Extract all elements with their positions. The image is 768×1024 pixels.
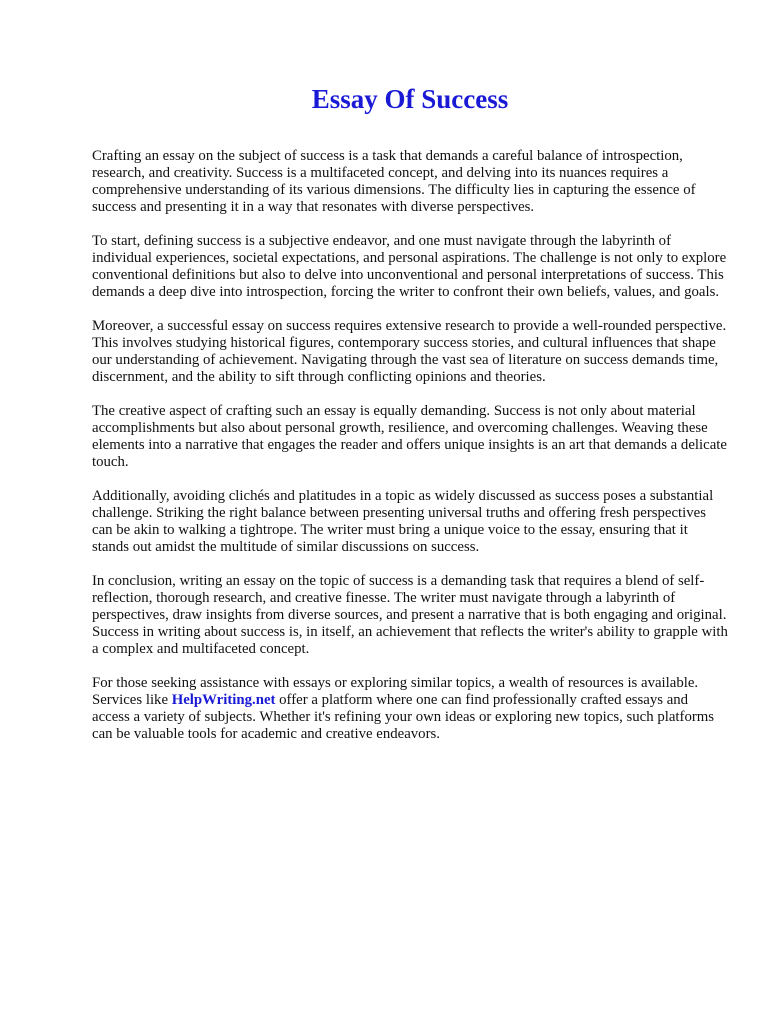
paragraph-7-text-after-link: offer a platform where one can find professionally crafted essays and access a variety of subjects. Whether it's refining your own ideas or exploring new topics, such platforms can be valuable tools for academic and creative endeavors. [92, 692, 715, 742]
paragraph-6: In conclusion, writing an essay on the topic of success is a demanding task that requires a blend of self-reflection, thorough research, and creative finesse. The writer must navigate through a labyrinth of perspectives, draw insights from diverse sources, and present a narrative that is both engaging and original. Success in writing about success is, in itself, an achievement that reflects the writer's ability to grapple with a complex and multifaceted concept. [92, 573, 728, 657]
paragraph-3: Moreover, a successful essay on success requires extensive research to provide a well-rounded perspective. This involves studying historical figures, contemporary success stories, and cultural influences that shape our understanding of achievement. Navigating through the vast sea of literature on success demands time, discernment, and the ability to sift through conflicting opinions and theories. [92, 318, 727, 385]
paragraph-5: Additionally, avoiding clichés and platitudes in a topic as widely discussed as success poses a substantial challenge. Striking the right balance between presenting universal truths and offering fresh perspectives can be akin to walking a tightrope. The writer must bring a unique voice to the essay, ensuring that it stands out amidst the multitude of similar discussions on success. [92, 488, 714, 555]
document-page [92, 0, 728, 760]
document-title: Essay Of Success [311, 84, 509, 114]
document-body [92, 148, 728, 743]
paragraph-1: Crafting an essay on the subject of success is a task that demands a careful balance of introspection, research, and creativity. Success is a multifaceted concept, and delving into its nuances requires a comprehensive understanding of its various dimensions. The difficulty lies in capturing the essence of success and presenting it in a way that resonates with diverse perspectives. [92, 148, 696, 215]
paragraph-7-text-before-link: For those seeking assistance with essays or exploring similar topics, a wealth of resources is available. Services like [92, 675, 699, 708]
paragraph-2: To start, defining success is a subjective endeavor, and one must navigate through the labyrinth of individual experiences, societal expectations, and personal aspirations. The challenge is not only to explore conventional definitions but also to delve into unconventional and personal interpretations of success. This demands a deep dive into introspection, forcing the writer to confront their own beliefs, values, and goals. [92, 233, 727, 300]
helpwriting-link[interactable]: HelpWriting.net [171, 692, 276, 708]
paragraph-7 [92, 675, 728, 743]
paragraph-4: The creative aspect of crafting such an essay is equally demanding. Success is not only about material accomplishments but also about personal growth, resilience, and overcoming challenges. Weaving these elements into a narrative that engages the reader and offers unique insights is an art that demands a delicate touch. [92, 403, 727, 470]
